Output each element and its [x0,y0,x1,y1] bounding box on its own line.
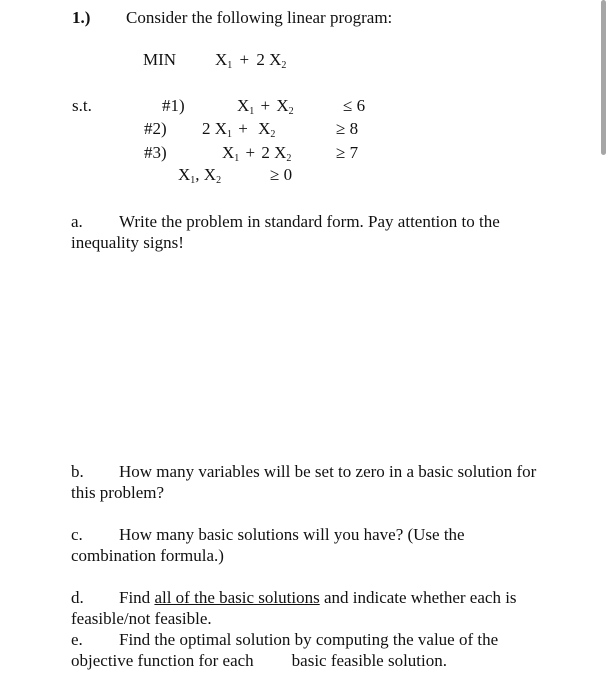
constraint-2-relation: ≥ 8 [336,119,359,138]
constraint-3-label: #3) [144,143,167,162]
question-c-letter: c. [71,525,83,544]
constraint-2-label: #2) [144,119,167,138]
problem-intro: Consider the following linear program: [126,8,393,27]
nonnegativity-relation: ≥ 0 [270,165,293,184]
objective-operator: + [239,50,250,69]
question-d [71,587,536,629]
objective-expression [215,50,286,70]
question-b-text: How many variables will be set to zero in a basic solution for this problem? [71,462,537,502]
constraint-1-relation: ≤ 6 [343,96,366,115]
constraint-3-expression: $X_1 + 2$ $X_2$ [222,143,292,164]
question-d-text-underlined: all of the basic solutions [154,588,320,607]
objective-term-1: $X_1$ [215,50,233,71]
question-c-text: How many basic solutions will you have? (Use the combination formula.) [71,525,465,565]
objective-term-2: 2 $X_2$ [256,50,287,71]
question-d-letter: d. [71,588,84,607]
constraint-1-expression: $X_1 + X_2$ [237,96,294,117]
constraint-3-relation: ≥ 7 [336,143,359,162]
problem-number: 1.) [72,8,91,27]
subject-to-label: s.t. [72,96,92,115]
question-a-letter: a. [71,212,83,231]
vertical-scrollbar[interactable] [601,0,606,155]
question-d-text-before: Find [119,588,155,607]
question-e-letter: e. [71,630,83,649]
question-a-text: Write the problem in standard form. Pay attention to the inequality signs! [71,212,500,252]
question-a [71,211,541,253]
question-b [71,461,546,503]
question-d-text-after: and indicate whether each is feasible/not feasible. [71,588,517,628]
constraint-1-label: #1) [162,96,185,115]
constraint-2-expression: 2 $X_1 + X_2$ [202,119,276,140]
nonnegativity-variables: $X_1$, $X_2$ [178,165,222,186]
question-e-text-part1: Find the optimal solution by computing the value of the objective function for each [71,630,499,670]
question-c [71,524,511,566]
objective-keyword: MIN [143,50,177,69]
question-e [71,629,541,671]
question-b-letter: b. [71,462,84,481]
question-e-text-part2: basic feasible solution. [291,651,447,670]
